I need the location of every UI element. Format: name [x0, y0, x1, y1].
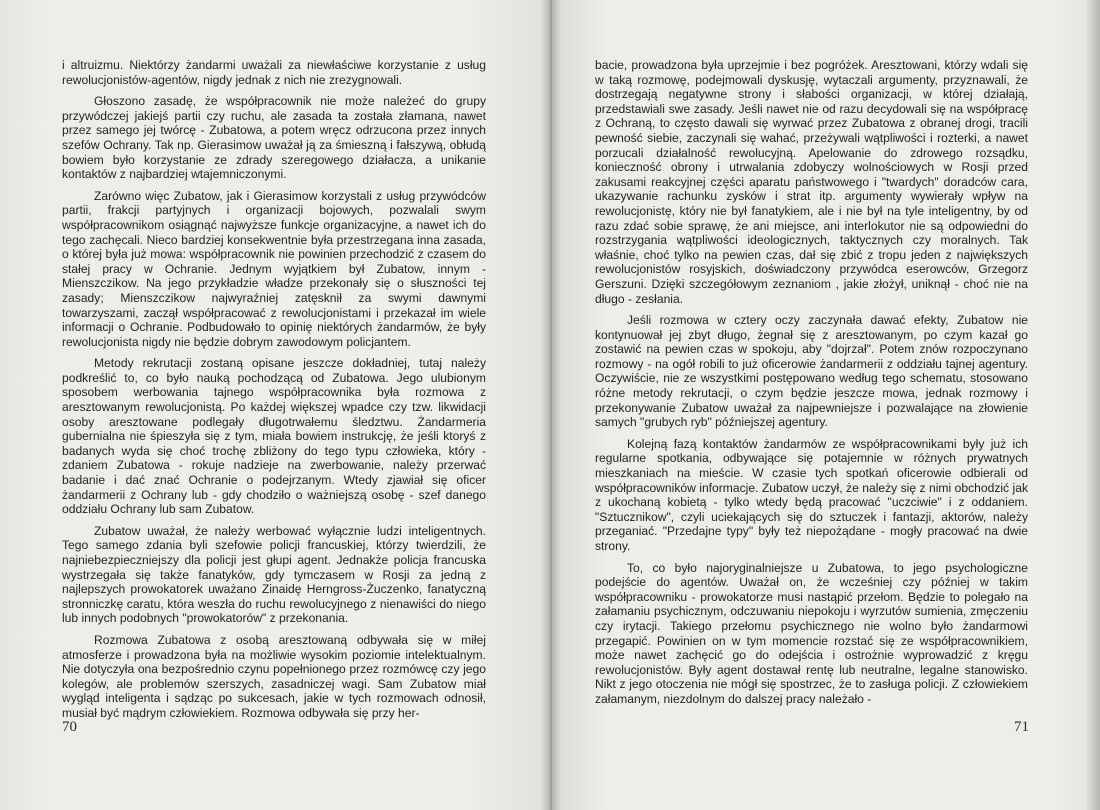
right-page-text [595, 58, 1028, 714]
paragraph: Jeśli rozmowa w cztery oczy zaczynała dawać efekty, Zubatow nie kontynuował jej zbyt długo, żegnał się z aresztowanym, po czym kazał go zostawić na pewien czas w spokoju, aby "dojrzał". Potem znów rozpoczynano rozmowy - na ogół robili to już oficerowie żandarmerii z oddziału tajnej agentury. Oczywiście, nie ze wszystkimi postępowano według tego schematu, stosowano różne metody rekrutacji, o czym będzie jeszcze mowa, jednak rozmowy i przekonywanie Zubatow uważał za najpewniejsze i pozwalające na złowienie samych "grubych ryb" późniejszej agentury. [595, 313, 1028, 430]
paragraph: Rozmowa Zubatowa z osobą aresztowaną odbywała się w miłej atmosferze i prowadzona była na możliwie wysokim poziomie intelektualnym. Nie dotyczyła ona bezpośrednio czynu popełnionego przez rozmówcę czy jego kolegów, ale problemów szerszych, zasadniczej wagi. Sam Zubatow miał wygląd inteligenta i sądząc po sukcesach, jakie w tych rozmowach odnosił, musiał być mądrym człowiekiem. Rozmowa odbywała się przy her- [62, 632, 486, 720]
paragraph: Zubatow uważał, że należy werbować wyłącznie ludzi inteligentnych. Tego samego zdania byli szefowie policji francuskiej, którzy twierdzili, że najniebezpieczniejszy dla policji jest głupi agent. Jednakże policja francuska wystrzegała się także fanatyków, gdy tymczasem w Rosji za jedną z najlepszych prowokatorek uważano Zinaidę Herngross-Żuczenko, fanatyczną stronniczkę caratu, która weszła do ruchu rewolucyjnego z nienawiści do niego lub innych podobnych "prowokatorów" z przekonania. [62, 523, 486, 626]
page-edge [1086, 0, 1100, 810]
paragraph: To, co było najoryginalniejsze u Zubatowa, to jego psychologiczne podejście do agentów. Uważał on, że wcześniej czy później w takim współpracowniku - prowokatorze musi nastąpić przełom. Będzie to polegało na załamaniu psychicznym, odczuwaniu niepokoju i wyrzutów sumienia, zmęczeniu czy irytacji. Takiego przełomu psychicznego nie wolno było żandarmowi przegapić. Powinien on w tym momencie rozstać się ze współpracownikiem, może nawet zachęcić go do odejścia i ostrożnie wyprowadzić z kręgu rewolucjonistów. Były agent dostawał rentę lub neutralne, legalne stanowisko. Nikt z jego otoczenia nie mógł się spostrzec, że to zasługa policji. Z człowiekiem załamanym, niezdolnym do dalszej pracy należało - [595, 560, 1028, 706]
paragraph: bacie, prowadzona była uprzejmie i bez pogróżek. Aresztowani, którzy wdali się w taką rozmowę, podejmowali dyskusję, wytaczali argumenty, przyznawali, że dostrzegają negatywne strony i słabości organizacji, w której działają, przedstawiali swe zasady. Jeśli nawet nie od razu decydowali się na współpracę z Ochraną, to często dawali się wyrwać przez Zubatowa z obranej drogi, tracili pewność siebie, zaczynali się wahać, przeżywali wątpliwości i rozterki, a nawet porzucali działalność rewolucyjną. Apelowanie do zdrowego rozsądku, konieczność obrony i utrwalania zdobyczy wolnościowych w Rosji przed zakusami reakcyjnej części aparatu państwowego i "twardych" doradców cara, ukazywanie rachunku zysków i strat itp. argumenty wywierały wpływ na rewolucjonistę, który nie był fanatykiem, ale i nie był na tyle inteligentny, by od razu zdać sobie sprawę, że ani miejsce, ani interlokutor nie są odpowiedni do rozstrzygania wątpliwości ideologicznych, taktycznych czy moralnych. Tak właśnie, choć tylko na pewien czas, dał się zbić z tropu jeden z największych rewolucjonistów rosyjskich, doświadczony przywódca eserowców, Grzegorz Gerszuni. Dzięki szczegółowym zeznaniom , jakie złożył, uniknął - choć nie na długo - zesłania. [595, 58, 1028, 306]
left-page-text [62, 58, 486, 728]
book-gutter [540, 0, 562, 810]
paragraph: Zarówno więc Zubatow, jak i Gierasimow korzystali z usług przywódców partii, frakcji partyjnych i organizacji bojowych, pozwalali swym współpracownikom osiągnąć najwyższe funkcje organizacyjne, a nawet ich do tego zachęcali. Nieco bardziej konsekwentnie była przestrzegana inna zasada, o której była już mowa: współpracownik nie powinien przechodzić z czasem do stałej pracy w Ochranie. Jednym wyjątkiem był Zubatow, innym - Mienszczikow. Na jego przykładzie władze przekonały się o słuszności tej zasady; Mienszczikow najwyraźniej zatęsknił za swymi dawnymi towarzyszami, zaczął współpracować z rewolucjonistami i przekazał im wiele informacji o Ochranie. Podbudowało to opinię niektórych żandarmów, że były rewolucjonista nigdy nie będzie dobrym zawodowym policjantem. [62, 188, 486, 349]
paragraph: i altruizmu. Niektórzy żandarmi uważali za niewłaściwe korzystanie z usług rewolucjonistów-agentów, nigdy jednak z nich nie zrezygnowali. [62, 58, 486, 87]
page-number-left: 70 [62, 719, 77, 735]
paragraph: Metody rekrutacji zostaną opisane jeszcze dokładniej, tutaj należy podkreślić to, co było nauką pochodzącą od Zubatowa. Jego ulubionym sposobem werbowania tajnego współpracownika była rozmowa z aresztowanym rewolucjonistą. Po każdej większej wpadce czy tzw. likwidacji osoby aresztowane podlegały długotrwałemu śledztwu. Żandarmeria gubernialna nie śpieszyła się z tym, miała bowiem instrukcję, że jeśli ktoryś z badanych wyda się choć trochę zbliżony do tego typu człowieka, który - zdaniem Zubatowa - rokuje nadzieje na zwerbowanie, należy przerwać badanie i dać znać Ochranie o podejrzanym. Wtedy zjawiał się oficer żandarmerii z Ochrany lub - gdy chodziło o ważniejszą osobę - szef danego oddziału Ochrany lub sam Zubatow. [62, 356, 486, 517]
page-number-right: 71 [1014, 719, 1029, 735]
paragraph: Głoszono zasadę, że współpracownik nie może należeć do grupy przywódczej jakiejś partii czy ruchu, ale zasada ta została złamana, nawet przez samego jej twórcę - Zubatowa, a potem wręcz odrzucona przez innych szefów Ochrany. Tak np. Gierasimow uważał ją za śmieszną i fałszywą, obłudą bowiem było korzystanie ze zdrady szeregowego działacza, a unikanie kontaktów z najbardziej wtajemniczonymi. [62, 94, 486, 182]
paragraph: Kolejną fazą kontaktów żandarmów ze współpracownikami były już ich regularne spotkania, odbywające się potajemnie w różnych prywatnych mieszkaniach na mieście. W czasie tych spotkań oficerowie odbierali od współpracowników informacje. Zubatow uczył, że należy się z nimi obchodzić jak z ukochaną kobietą - tylko wtedy będą pracować "uczciwie" i z oddaniem. "Sztucznikow", czyli uciekających się do sztuczek i fantazji, aktorów, należy przeganiać. "Przedajne typy" były też niepożądane - mogły pracować na dwie strony. [595, 436, 1028, 553]
